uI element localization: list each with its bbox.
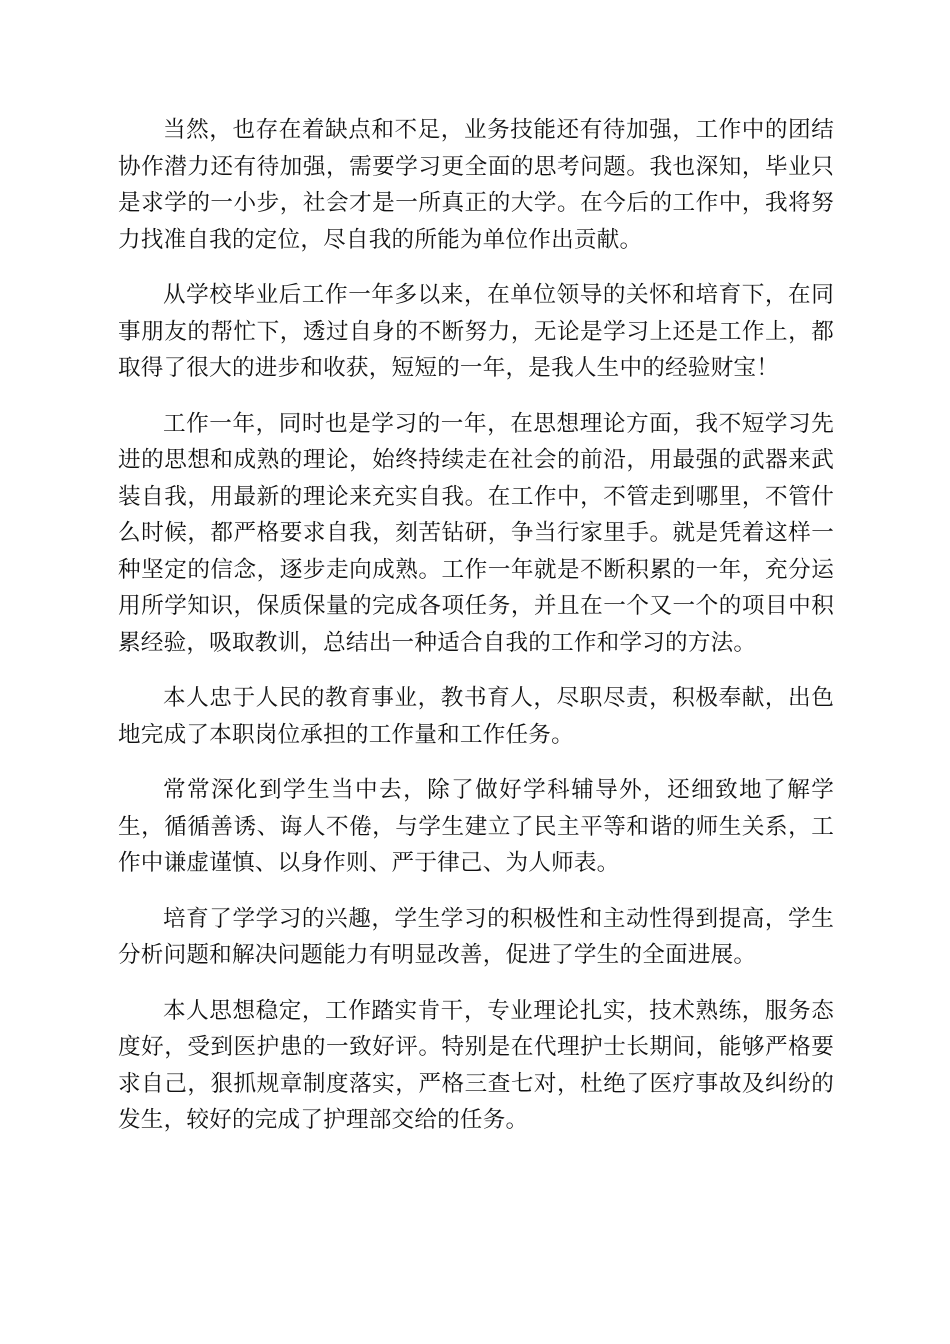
- paragraph-5: 常常深化到学生当中去，除了做好学科辅导外，还细致地了解学生，循循善诱、诲人不倦，与学生建立了民主平等和谐的师生关系，工作中谦虚谨慎、以身作则、严于律己、为人师表。: [118, 777, 834, 876]
- paragraph-3: 工作一年，同时也是学习的一年，在思想理论方面，我不短学习先进的思想和成熟的理论，始终持续走在社会的前沿，用最强的武器来武装自我，用最新的理论来充实自我。在工作中，不管走到哪里，不管什么时候，都严格要求自我，刻苦钻研，争当行家里手。就是凭着这样一种坚定的信念，逐步走向成熟。工作一年就是不断积累的一年，充分运用所学知识，保质保量的完成各项任务，并且在一个又一个的项目中积累经验，吸取教训，总结出一种适合自我的工作和学习的方法。: [118, 410, 834, 656]
- paragraph-6: 培育了学学习的兴趣，学生学习的积极性和主动性得到提高，学生分析问题和解决问题能力有明显改善，促进了学生的全面进展。: [118, 905, 834, 968]
- paragraph-1: 当然，也存在着缺点和不足，业务技能还有待加强，工作中的团结协作潜力还有待加强，需要学习更全面的思考问题。我也深知，毕业只是求学的一小步，社会才是一所真正的大学。在今后的工作中，我将努力找准自我的定位，尽自我的所能为单位作出贡献。: [118, 117, 834, 253]
- paragraph-7: 本人思想稳定，工作踏实肯干，专业理论扎实，技术熟练，服务态度好，受到医护患的一致好评。特别是在代理护士长期间，能够严格要求自己，狠抓规章制度落实，严格三查七对，杜绝了医疗事故及纠纷的发生，较好的完成了护理部交给的任务。: [118, 997, 834, 1133]
- paragraph-2: 从学校毕业后工作一年多以来，在单位领导的关怀和培育下，在同事朋友的帮忙下，透过自身的不断努力，无论是学习上还是工作上，都取得了很大的进步和收获，短短的一年，是我人生中的经验财宝！: [118, 282, 834, 381]
- paragraph-4: 本人忠于人民的教育事业，教书育人，尽职尽责，积极奉献，出色地完成了本职岗位承担的工作量和工作任务。: [118, 685, 834, 748]
- document-body: [118, 112, 834, 1158]
